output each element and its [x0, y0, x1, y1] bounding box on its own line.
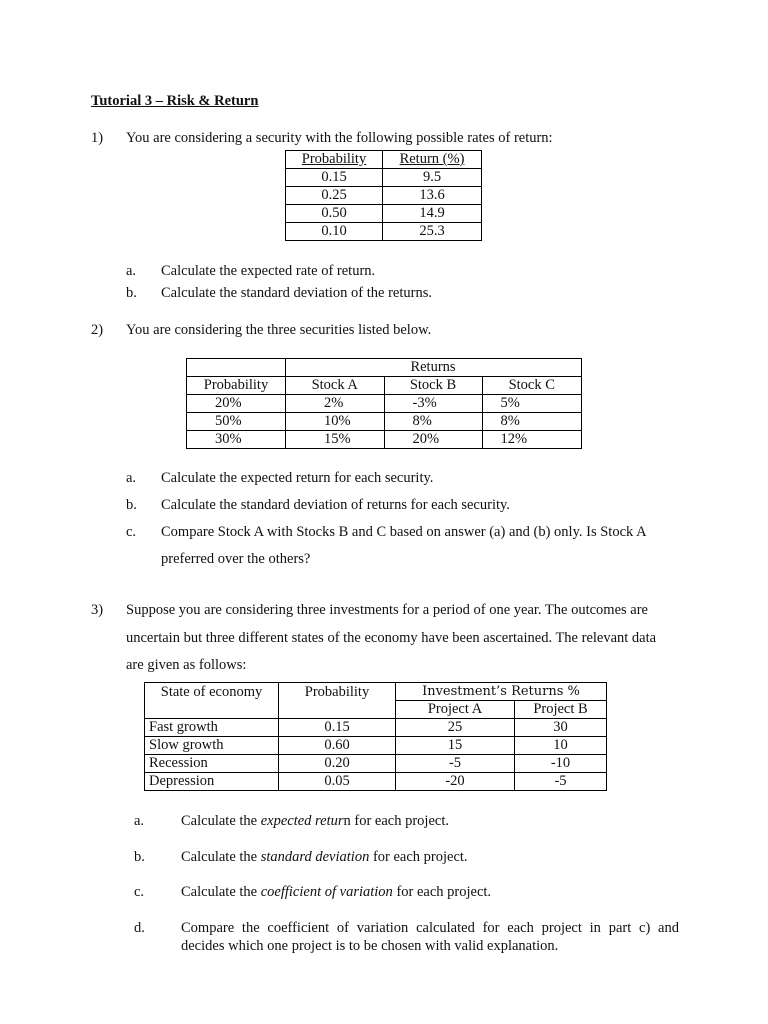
q3-part-a-text: Calculate the expected return for each project. [181, 813, 449, 829]
table-cell: Fast growth [145, 719, 279, 737]
header-project-b: Project B [515, 701, 607, 719]
q3-part-d-text-cont: decides which one project is to be chosen with valid explanation. [181, 938, 559, 954]
table-cell: 2% [286, 395, 385, 413]
q1-part-b-text: Calculate the standard deviation of the returns. [161, 285, 432, 301]
header-investment-returns: Investment’s Returns % [396, 683, 607, 701]
table-cell: 0.60 [279, 737, 396, 755]
header-probability: Probability [187, 377, 286, 395]
table-cell: 0.10 [286, 223, 383, 241]
q2-part-c-text-cont: preferred over the others? [161, 551, 311, 567]
q2-part-b-letter: b. [126, 497, 137, 513]
question-3-line-3: are given as follows: [126, 657, 247, 673]
table-cell: 12% [482, 431, 582, 449]
q3-part-b-letter: b. [134, 849, 145, 865]
header-state-of-economy: State of economy [145, 683, 279, 719]
table-cell: Recession [145, 755, 279, 773]
table-cell: 20% [187, 395, 286, 413]
table-row [286, 205, 482, 223]
q2-part-b-text: Calculate the standard deviation of returns for each security. [161, 497, 510, 513]
table-cell: -10 [515, 755, 607, 773]
table-cell: 10% [286, 413, 385, 431]
question-3-line-1: Suppose you are considering three investments for a period of one year. The outcomes are [126, 602, 648, 618]
table-cell: 25 [396, 719, 515, 737]
table-row [187, 359, 582, 377]
table-cell: 0.20 [279, 755, 396, 773]
table-cell: Depression [145, 773, 279, 791]
table-row [286, 187, 482, 205]
table-cell: 25.3 [383, 223, 482, 241]
q1-part-a-text: Calculate the expected rate of return. [161, 263, 376, 279]
question-1-table [285, 150, 482, 241]
table-cell: 10 [515, 737, 607, 755]
table-cell: 9.5 [383, 169, 482, 187]
table-row [145, 719, 607, 737]
table-cell: 30 [515, 719, 607, 737]
table-cell: 13.6 [383, 187, 482, 205]
q1-part-b-letter: b. [126, 285, 137, 301]
table-cell: 0.05 [279, 773, 396, 791]
q3-part-d-letter: d. [134, 920, 145, 936]
question-3-table [144, 682, 607, 791]
table-cell: -5 [515, 773, 607, 791]
q3-part-a-letter: a. [134, 813, 145, 829]
table-row [187, 377, 582, 395]
table-cell: 20% [384, 431, 482, 449]
table-row [145, 737, 607, 755]
table-row [286, 169, 482, 187]
table-row [187, 413, 582, 431]
q2-part-a-text: Calculate the expected return for each security. [161, 470, 434, 486]
table-cell: Slow growth [145, 737, 279, 755]
q2-part-c-letter: c. [126, 524, 137, 540]
table-row [286, 223, 482, 241]
q3-part-c-text: Calculate the coefficient of variation for each project. [181, 884, 492, 900]
table-row [145, 755, 607, 773]
table-cell: 0.50 [286, 205, 383, 223]
table-cell: 50% [187, 413, 286, 431]
question-1-text: You are considering a security with the following possible rates of return: [126, 130, 553, 146]
question-2-table [186, 358, 582, 449]
question-2-text: You are considering the three securities listed below. [126, 322, 432, 338]
page-title: Tutorial 3 – Risk & Return [91, 93, 259, 109]
q3-part-d-text: Compare the coefficient of variation calculated for each project in part c) and [181, 920, 679, 936]
question-3-line-2: uncertain but three different states of the economy have been ascertained. The relevant data [126, 630, 657, 646]
q3-part-b-text: Calculate the standard deviation for each project. [181, 849, 468, 865]
table-cell: 0.15 [286, 169, 383, 187]
table-cell: 15 [396, 737, 515, 755]
table-cell: -5 [396, 755, 515, 773]
table-row [187, 395, 582, 413]
header-project-a: Project A [396, 701, 515, 719]
table-row [145, 683, 607, 701]
question-3-number: 3) [91, 602, 104, 618]
header-probability: Probability [279, 683, 396, 719]
table-cell: 8% [384, 413, 482, 431]
table-cell: 30% [187, 431, 286, 449]
question-2-number: 2) [91, 322, 104, 338]
table-row [187, 431, 582, 449]
q2-part-c-text: Compare Stock A with Stocks B and C based on answer (a) and (b) only. Is Stock A [161, 524, 647, 540]
q2-part-a-letter: a. [126, 470, 137, 486]
table-cell: -3% [384, 395, 482, 413]
table-row [145, 773, 607, 791]
table-cell: 14.9 [383, 205, 482, 223]
header-returns-group: Returns [384, 359, 482, 377]
question-1-number: 1) [91, 130, 104, 146]
table-cell: 0.25 [286, 187, 383, 205]
header-probability: Probability [301, 151, 367, 167]
table-cell: 8% [482, 413, 582, 431]
header-stock-c: Stock C [482, 377, 582, 395]
table-cell: -20 [396, 773, 515, 791]
q1-part-a-letter: a. [126, 263, 137, 279]
table-cell: 5% [482, 395, 582, 413]
table-row [286, 151, 482, 169]
header-stock-a: Stock A [286, 377, 385, 395]
table-cell: 15% [286, 431, 385, 449]
header-stock-b: Stock B [384, 377, 482, 395]
q3-part-c-letter: c. [134, 884, 145, 900]
table-cell: 0.15 [279, 719, 396, 737]
header-return: Return (%) [399, 151, 465, 167]
